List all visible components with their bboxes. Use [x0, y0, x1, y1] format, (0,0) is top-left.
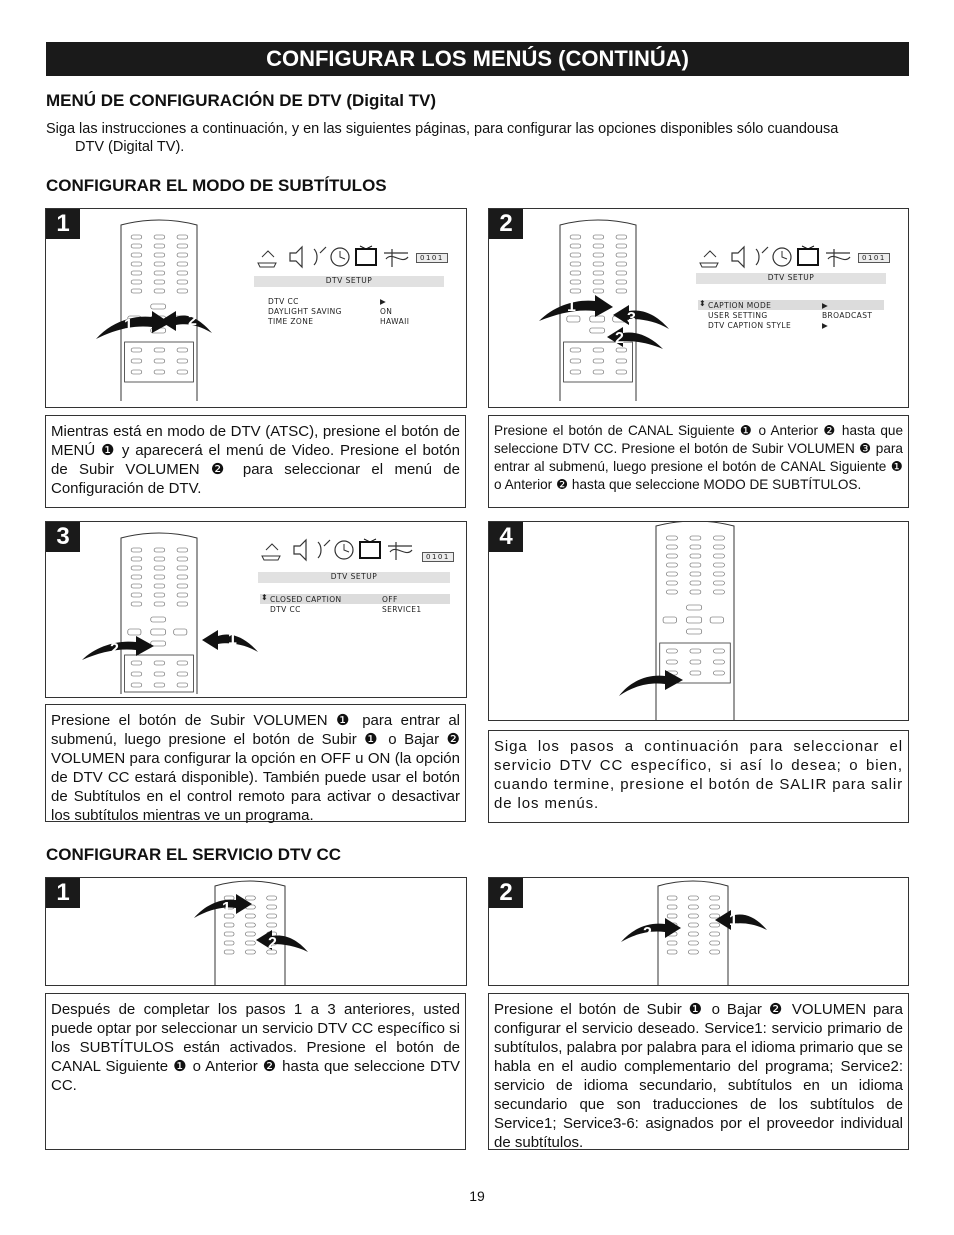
menu-row-value: ON: [380, 307, 393, 316]
menu-row: DTV CC: [270, 605, 301, 614]
cc-step-2-figure: [488, 208, 909, 408]
service-step-2-figure: [488, 877, 909, 986]
service-heading: CONFIGURAR EL SERVICIO DTV CC: [46, 845, 342, 864]
channel-code: 0101: [422, 552, 454, 562]
intro-line-2: DTV (Digital TV).: [75, 139, 185, 155]
service-step-2-text: Presione el botón de Subir ❶ o Bajar ❷ VOLUMEN para configurar el servicio deseado. Service1: servicio primario de subtítulos, palabra por palabra para el idioma primario que se habla en el audio complementario del programa; Service2: servicio de idioma secundario, subtítulos en un idioma secundario que son traducciones de los subtítulos de Service1; Service3-6: asignados por el proveedor individual de subtítulos.: [488, 993, 909, 1150]
callout-3: 3: [627, 310, 636, 327]
callout-arrows: [619, 908, 769, 948]
menu-icons: [254, 243, 414, 271]
menu-icons: [258, 536, 418, 564]
callout-1: 1: [228, 631, 237, 648]
menu-icons: [696, 243, 856, 271]
screen-title: DTV SETUP: [696, 273, 886, 284]
channel-code: 0101: [858, 253, 890, 263]
menu-row-value: ▶: [822, 301, 829, 310]
menu-row: CLOSED CAPTION: [270, 595, 342, 604]
callout-2: 2: [615, 330, 624, 347]
menu-row: CAPTION MODE: [708, 301, 772, 310]
up-down-arrows-icon: ⬍: [261, 593, 269, 602]
step-number: 2: [489, 209, 523, 239]
callout-arrows: [537, 291, 671, 353]
callout-arrows: [94, 305, 214, 350]
tv-menu-screen: [258, 536, 454, 686]
step-number: 2: [489, 878, 523, 908]
callout-2: 2: [268, 935, 277, 952]
menu-row-value: SERVICE1: [382, 605, 422, 614]
menu-row: USER SETTING: [708, 311, 768, 320]
callout-1: 1: [729, 912, 738, 929]
intro-paragraph: [46, 120, 912, 156]
menu-row: DTV CAPTION STYLE: [708, 321, 792, 330]
menu-row: DTV CC: [268, 297, 299, 306]
dtv-menu-heading: MENÚ DE CONFIGURACIÓN DE DTV (Digital TV): [46, 91, 437, 110]
step-number: 1: [46, 878, 80, 908]
screen-title: DTV SETUP: [254, 276, 444, 287]
page-banner: CONFIGURAR LOS MENÚS (CONTINÚA): [46, 42, 909, 76]
step-number: 4: [489, 522, 523, 552]
menu-row-value: HAWAII: [380, 317, 410, 326]
service-step-1-figure: [45, 877, 467, 986]
cc-step-4-text: Siga los pasos a continuación para seleccionar el servicio DTV CC específico, si así lo desea; o bien, cuando termine, presione el botón de SALIR para salir de los menús.: [488, 730, 909, 823]
step-number: 3: [46, 522, 80, 552]
pointer-arrow: [617, 664, 687, 700]
menu-row: DAYLIGHT SAVING: [268, 307, 342, 316]
service-step-1-text: Después de completar los pasos 1 a 3 anteriores, usted puede optar por seleccionar un servicio DTV CC específico si los SUBTÍTULOS están activados. Presione el botón de CANAL Siguiente ❶ o Anterior ❷ hasta que seleccione DTV CC.: [45, 993, 466, 1150]
channel-code: 0101: [416, 253, 448, 263]
callout-1: 1: [222, 900, 231, 917]
callout-2: 2: [110, 641, 119, 658]
cc-step-3-figure: [45, 521, 467, 698]
up-down-arrows-icon: ⬍: [699, 299, 707, 308]
caption-mode-heading: CONFIGURAR EL MODO DE SUBTÍTULOS: [46, 176, 387, 195]
intro-line-1: Siga las instrucciones a continuación, y en las siguientes páginas, para configurar las opciones disponibles sólo cuandousa: [46, 121, 839, 137]
cc-step-1-figure: [45, 208, 467, 408]
callout-1: 1: [567, 298, 576, 315]
cc-step-3-text: Presione el botón de Subir VOLUMEN ❶ para entrar al submenú, luego presione el botón de Subir ❶ o Bajar ❷ VOLUMEN para configurar la opción en OFF u ON (la opción de DTV CC estará disponible). También puede usar el botón de Subtítulos en el control remoto para activar o desactivar los subtítulos mientras ve un programa.: [45, 704, 466, 822]
menu-row-value: BROADCAST: [822, 311, 873, 320]
callout-arrows: [78, 626, 260, 672]
tv-menu-screen: [696, 243, 886, 393]
callout-2: 2: [643, 925, 652, 942]
menu-row: TIME ZONE: [268, 317, 314, 326]
screen-title: DTV SETUP: [258, 572, 450, 583]
step-number: 1: [46, 209, 80, 239]
menu-row-value: ▶: [822, 321, 829, 330]
callout-1: 1: [124, 317, 133, 334]
callout-2: 2: [188, 312, 197, 329]
cc-step-4-figure: [488, 521, 909, 721]
menu-row-value: ▶: [380, 297, 387, 306]
tv-menu-screen: [254, 243, 444, 393]
callout-arrows: [192, 894, 310, 954]
cc-step-1-text: Mientras está en modo de DTV (ATSC), presione el botón de MENÚ ❶ y aparecerá el menú de Video. Presione el botón de Subir VOLUMEN ❷ para seleccionar el menú de Configuración de DTV.: [45, 415, 466, 508]
cc-step-2-text: Presione el botón de CANAL Siguiente ❶ o Anterior ❷ hasta que seleccione DTV CC. Presione el botón de Subir VOLUMEN ❸ para entrar al submenú, luego presione el botón de CANAL Siguiente ❶ o Anterior ❷ hasta que seleccione MODO DE SUBTÍTULOS.: [488, 415, 909, 508]
page-number: 19: [469, 1188, 485, 1204]
menu-row-value: OFF: [382, 595, 398, 604]
